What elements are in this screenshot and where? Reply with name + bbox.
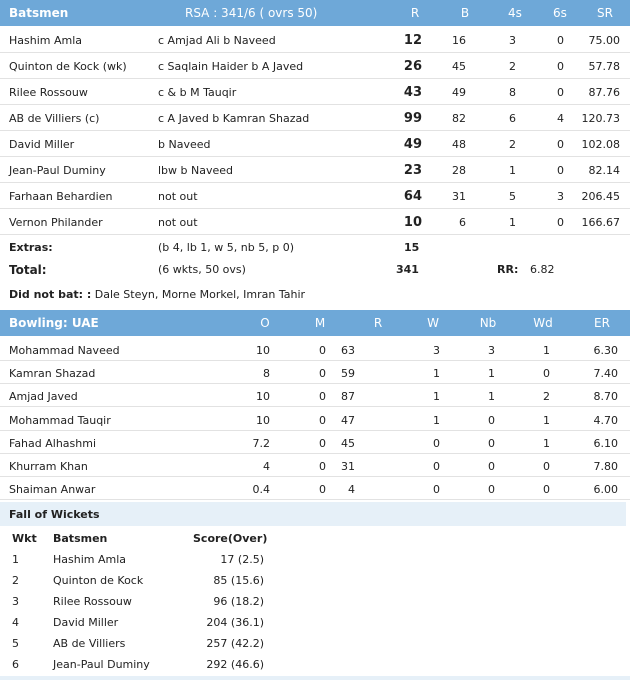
strike-rate: 102.08: [581, 138, 620, 151]
total-detail: (6 wkts, 50 ovs): [158, 263, 246, 276]
fow-wicket-number: 5: [12, 637, 19, 650]
batsman-name: Hashim Amla: [9, 34, 83, 47]
fow-row: [0, 571, 630, 592]
batsman-name: Rilee Rossouw: [9, 86, 88, 99]
runs-conceded: 47: [341, 413, 355, 427]
fow-row: [0, 634, 630, 655]
economy-rate: 4.70: [593, 413, 618, 427]
fours: 1: [509, 216, 516, 229]
bowler-row: [0, 408, 630, 431]
dismissal: not out: [158, 216, 198, 229]
runs-conceded: 45: [341, 436, 355, 450]
extras-label: Extras:: [9, 241, 53, 254]
wickets: 0: [433, 483, 440, 497]
no-balls: 0: [488, 436, 495, 450]
fours: 5: [509, 190, 516, 203]
balls: 31: [452, 190, 466, 203]
batsman-row: [0, 209, 630, 235]
fow-row: [0, 655, 630, 676]
bowler-name: Kamran Shazad: [9, 367, 96, 381]
fow-col-score: Score(Over): [193, 532, 268, 545]
maidens: 0: [319, 367, 326, 381]
runs-conceded: 4: [348, 483, 355, 497]
fow-wicket-number: 2: [12, 574, 19, 587]
batsman-name: Vernon Philander: [9, 216, 103, 229]
wides: 0: [543, 367, 550, 381]
maidens: 0: [319, 436, 326, 450]
batting-header: [0, 0, 630, 26]
wickets: 1: [433, 413, 440, 427]
overs: 7.2: [252, 436, 270, 450]
strike-rate: 120.73: [581, 112, 620, 125]
fow-column-headers: [0, 529, 630, 550]
fours: 2: [509, 60, 516, 73]
runs: 64: [403, 189, 422, 204]
runs-conceded: 87: [341, 390, 355, 404]
strike-rate: 206.45: [581, 190, 620, 203]
wickets: 0: [433, 436, 440, 450]
did-not-bat-label: Did not bat: :: [9, 288, 92, 301]
no-balls: 0: [488, 460, 495, 473]
col-fours: 4s: [508, 6, 522, 20]
wickets: 1: [433, 390, 440, 404]
runs-conceded: 31: [341, 460, 355, 473]
wides: 1: [543, 413, 550, 427]
runs: 23: [403, 163, 422, 178]
bowler-name: Amjad Javed: [9, 390, 78, 404]
col-sixes: 6s: [553, 6, 567, 20]
fow-batsman: Hashim Amla: [53, 553, 127, 566]
bowler-row: [0, 431, 630, 454]
did-not-bat-row: [0, 283, 630, 309]
sixes: 0: [557, 34, 564, 47]
overs: 4: [263, 460, 270, 473]
overs: 10: [256, 390, 270, 404]
economy-rate: 7.40: [593, 367, 618, 381]
maidens: 0: [319, 460, 326, 473]
bowler-name: Fahad Alhashmi: [9, 436, 97, 450]
no-balls: 1: [488, 367, 495, 381]
economy-rate: 6.10: [593, 436, 618, 450]
runs: 99: [403, 111, 422, 126]
bowler-name: Khurram Khan: [9, 460, 88, 473]
overs: 10: [256, 413, 270, 427]
sixes: 0: [557, 138, 564, 151]
total-label: Total:: [9, 263, 47, 277]
extras-value: 15: [404, 241, 420, 254]
fow-batsman: AB de Villiers: [53, 637, 126, 650]
strike-rate: 166.67: [581, 216, 620, 229]
bowler-name: Mohammad Tauqir: [9, 413, 111, 427]
col-wides: Wd: [533, 316, 553, 330]
fow-score: 292 (46.6): [206, 658, 264, 671]
economy-rate: 7.80: [593, 460, 618, 473]
run-rate-label: RR:: [497, 263, 519, 276]
overs: 8: [263, 367, 270, 381]
row-divider: [0, 499, 630, 500]
dismissal: c Amjad Ali b Naveed: [158, 34, 276, 47]
fours: 8: [509, 86, 516, 99]
fow-wicket-number: 6: [12, 658, 19, 671]
fours: 1: [509, 164, 516, 177]
bowling-title: Bowling: UAE: [9, 316, 99, 330]
wides: 2: [543, 390, 550, 404]
strike-rate: 82.14: [588, 164, 620, 177]
wickets: 0: [433, 460, 440, 473]
fow-batsman: Rilee Rossouw: [53, 595, 132, 608]
balls: 16: [452, 34, 466, 47]
wides: 0: [543, 483, 550, 497]
dismissal: c Saqlain Haider b A Javed: [158, 60, 304, 73]
economy-rate: 6.00: [593, 483, 618, 497]
maidens: 0: [319, 483, 326, 497]
overs: 0.4: [252, 483, 270, 497]
run-rate-value: 6.82: [530, 263, 555, 276]
overs: 10: [256, 344, 270, 357]
fours: 6: [509, 112, 516, 125]
fow-batsman: Quinton de Kock: [53, 574, 144, 587]
col-no-balls: Nb: [479, 316, 497, 330]
fow-score: 257 (42.2): [206, 637, 264, 650]
balls: 82: [452, 112, 466, 125]
fow-row: [0, 592, 630, 613]
bowler-row: [0, 338, 630, 361]
col-strike-rate: SR: [597, 6, 613, 20]
wides: 0: [543, 460, 550, 473]
strike-rate: 57.78: [588, 60, 620, 73]
runs: 26: [403, 59, 422, 74]
runs-conceded: 63: [341, 344, 355, 357]
wides: 1: [543, 436, 550, 450]
strike-rate: 75.00: [588, 34, 620, 47]
batsman-row: [0, 157, 630, 183]
sixes: 3: [557, 190, 564, 203]
batsman-row: [0, 79, 630, 105]
maidens: 0: [319, 413, 326, 427]
fow-row: [0, 550, 630, 571]
runs: 10: [403, 215, 422, 230]
batting-title: Batsmen: [9, 6, 69, 20]
sixes: 0: [557, 60, 564, 73]
bowling-header: [0, 310, 630, 336]
col-wickets: W: [427, 316, 439, 330]
dismissal: lbw b Naveed: [158, 164, 234, 177]
batsman-row: [0, 27, 630, 53]
sixes: 0: [557, 86, 564, 99]
fow-score: 96 (18.2): [213, 595, 264, 608]
bowler-row: [0, 384, 630, 407]
col-maidens: M: [314, 316, 326, 330]
no-balls: 1: [488, 390, 495, 404]
fow-wicket-number: 4: [12, 616, 19, 629]
fow-row: [0, 613, 630, 634]
bowler-name: Mohammad Naveed: [9, 344, 120, 357]
col-economy: ER: [594, 316, 610, 330]
fow-batsman: Jean-Paul Duminy: [53, 658, 150, 671]
batsman-row: [0, 131, 630, 157]
fow-score: 17 (2.5): [220, 553, 264, 566]
runs: 43: [403, 85, 422, 100]
sixes: 0: [557, 216, 564, 229]
runs: 49: [403, 137, 422, 152]
no-balls: 3: [488, 344, 495, 357]
col-runs: R: [410, 6, 420, 20]
dismissal: b Naveed: [158, 138, 211, 151]
batsman-name: David Miller: [9, 138, 75, 151]
dismissal: c A Javed b Kamran Shazad: [158, 112, 310, 125]
batsman-row: [0, 53, 630, 79]
batsman-name: Jean-Paul Duminy: [9, 164, 106, 177]
row-divider: [0, 234, 630, 235]
fow-wicket-number: 3: [12, 595, 19, 608]
fow-score: 85 (15.6): [213, 574, 264, 587]
bowler-row: [0, 454, 630, 477]
batsman-name: Farhaan Behardien: [9, 190, 113, 203]
total-row: [0, 258, 630, 284]
fours: 3: [509, 34, 516, 47]
total-value: 341: [396, 263, 419, 276]
runs-conceded: 59: [341, 367, 355, 381]
balls: 48: [452, 138, 466, 151]
economy-rate: 6.30: [593, 344, 618, 357]
wickets: 1: [433, 367, 440, 381]
dismissal: c & b M Tauqir: [158, 86, 237, 99]
team-score: RSA : 341/6 ( ovrs 50): [185, 6, 318, 20]
runs: 12: [403, 33, 422, 48]
strike-rate: 87.76: [588, 86, 620, 99]
extras-detail: (b 4, lb 1, w 5, nb 5, p 0): [158, 241, 294, 254]
fow-wicket-number: 1: [12, 553, 19, 566]
fow-score: 204 (36.1): [206, 616, 264, 629]
bottom-bar: [0, 676, 630, 680]
wickets: 3: [433, 344, 440, 357]
batsman-row: [0, 183, 630, 209]
fall-of-wickets-title: Fall of Wickets: [9, 508, 100, 521]
bowler-row: [0, 477, 630, 500]
dismissal: not out: [158, 190, 198, 203]
maidens: 0: [319, 390, 326, 404]
economy-rate: 8.70: [593, 390, 618, 404]
sixes: 0: [557, 164, 564, 177]
bowler-row: [0, 361, 630, 384]
balls: 49: [452, 86, 466, 99]
col-balls: B: [460, 6, 470, 20]
maidens: 0: [319, 344, 326, 357]
fow-batsman: David Miller: [53, 616, 119, 629]
col-runs-conceded: R: [373, 316, 383, 330]
balls: 45: [452, 60, 466, 73]
balls: 28: [452, 164, 466, 177]
batsman-row: [0, 105, 630, 131]
bowler-name: Shaiman Anwar: [9, 483, 96, 497]
balls: 6: [459, 216, 466, 229]
did-not-bat: [9, 288, 305, 301]
no-balls: 0: [488, 413, 495, 427]
did-not-bat-players: Dale Steyn, Morne Morkel, Imran Tahir: [91, 288, 306, 301]
no-balls: 0: [488, 483, 495, 497]
fall-of-wickets-header: [0, 502, 626, 526]
sixes: 4: [557, 112, 564, 125]
batsman-name: Quinton de Kock (wk): [9, 60, 127, 73]
fow-col-batsmen: Batsmen: [53, 532, 108, 545]
fours: 2: [509, 138, 516, 151]
fow-col-wkt: Wkt: [12, 532, 37, 545]
wides: 1: [543, 344, 550, 357]
batsman-name: AB de Villiers (c): [9, 112, 100, 125]
col-overs: O: [260, 316, 270, 330]
